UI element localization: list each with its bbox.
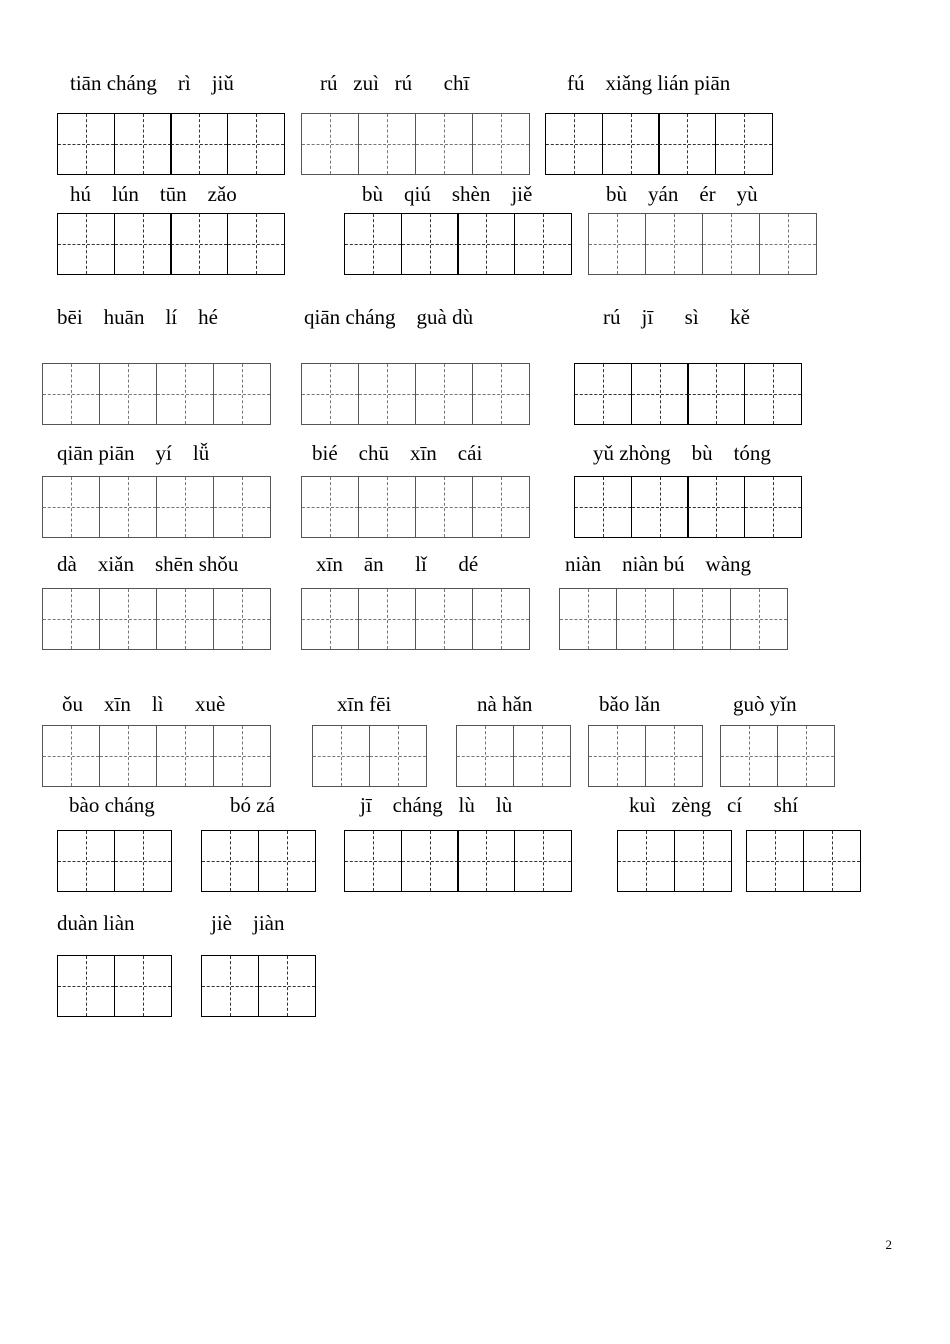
char-cell <box>631 363 689 425</box>
char-cell <box>170 213 228 275</box>
char-box-group <box>301 476 530 538</box>
page-number: 2 <box>885 1237 892 1252</box>
char-cell <box>301 363 359 425</box>
char-cell <box>213 588 271 650</box>
char-cell <box>213 725 271 787</box>
char-cell <box>720 725 778 787</box>
char-box-group <box>42 725 271 787</box>
char-cell <box>369 725 427 787</box>
char-cell <box>99 588 157 650</box>
char-cell <box>514 213 572 275</box>
char-cell <box>687 476 745 538</box>
char-box-group <box>545 113 773 175</box>
char-cell <box>602 113 660 175</box>
char-cell <box>99 476 157 538</box>
char-cell <box>201 955 259 1017</box>
pinyin-label: dà xiǎn shēn shǒu <box>57 552 239 576</box>
char-cell <box>687 363 745 425</box>
char-cell <box>574 476 632 538</box>
char-cell <box>156 725 214 787</box>
char-cell <box>456 725 514 787</box>
char-cell <box>358 588 416 650</box>
char-cell <box>344 213 402 275</box>
char-cell <box>301 476 359 538</box>
char-box-group <box>42 476 271 538</box>
char-cell <box>457 830 515 892</box>
char-cell <box>616 588 674 650</box>
char-cell <box>213 363 271 425</box>
char-box-group <box>301 588 530 650</box>
char-cell <box>57 955 115 1017</box>
pinyin-label: qiān cháng guà dù <box>304 305 474 329</box>
char-cell <box>227 113 285 175</box>
char-cell <box>730 588 788 650</box>
char-box-group <box>57 113 285 175</box>
char-cell <box>588 725 646 787</box>
char-box-group <box>456 725 571 787</box>
char-cell <box>401 213 459 275</box>
pinyin-label: guò yǐn <box>733 692 797 716</box>
char-cell <box>42 363 100 425</box>
char-cell <box>472 476 530 538</box>
pinyin-label: nà hǎn <box>477 692 533 716</box>
pinyin-label: duàn liàn <box>57 911 135 935</box>
pinyin-label: hú lún tūn zǎo <box>70 182 237 206</box>
char-cell <box>99 725 157 787</box>
char-cell <box>301 588 359 650</box>
char-cell <box>358 363 416 425</box>
char-cell <box>645 725 703 787</box>
char-cell <box>114 213 172 275</box>
char-cell <box>617 830 675 892</box>
pinyin-label: tiān cháng rì jiǔ <box>70 71 234 95</box>
pinyin-label: bǎo lǎn <box>599 692 661 716</box>
pinyin-label: xīn ān lǐ dé <box>316 552 479 576</box>
char-cell <box>472 588 530 650</box>
char-box-group <box>588 725 703 787</box>
pinyin-label: jī cháng lù lù <box>360 793 513 817</box>
char-cell <box>545 113 603 175</box>
char-cell <box>803 830 861 892</box>
pinyin-label: fú xiǎng lián piān <box>567 71 731 95</box>
char-cell <box>57 830 115 892</box>
char-cell <box>658 113 716 175</box>
char-cell <box>156 588 214 650</box>
pinyin-label: qiān piān yí lǚ <box>57 441 210 465</box>
char-box-group <box>574 476 802 538</box>
char-cell <box>114 955 172 1017</box>
pinyin-label: bào cháng <box>69 793 155 817</box>
char-box-group <box>301 113 530 175</box>
char-cell <box>574 363 632 425</box>
char-cell <box>42 725 100 787</box>
char-box-group <box>588 213 817 275</box>
char-box-group <box>57 830 172 892</box>
char-box-group <box>42 588 271 650</box>
pinyin-label: rú zuì rú chī <box>320 71 470 95</box>
char-cell <box>301 113 359 175</box>
char-cell <box>746 830 804 892</box>
char-cell <box>358 476 416 538</box>
char-box-group <box>57 955 172 1017</box>
pinyin-label: bēi huān lí hé <box>57 305 218 329</box>
char-cell <box>170 113 228 175</box>
pinyin-label: kuì zèng cí shí <box>629 793 799 817</box>
char-cell <box>213 476 271 538</box>
char-cell <box>415 363 473 425</box>
pinyin-label: ǒu xīn lì xuè <box>62 692 226 716</box>
char-cell <box>588 213 646 275</box>
char-cell <box>559 588 617 650</box>
char-box-group <box>344 830 572 892</box>
char-box-group <box>201 955 316 1017</box>
char-cell <box>312 725 370 787</box>
char-cell <box>744 476 802 538</box>
char-cell <box>156 363 214 425</box>
char-cell <box>702 213 760 275</box>
char-box-group <box>720 725 835 787</box>
char-cell <box>777 725 835 787</box>
char-cell <box>114 830 172 892</box>
char-cell <box>744 363 802 425</box>
char-box-group <box>574 363 802 425</box>
char-box-group <box>746 830 861 892</box>
char-cell <box>258 830 316 892</box>
char-box-group <box>559 588 788 650</box>
char-box-group <box>201 830 316 892</box>
char-cell <box>156 476 214 538</box>
char-cell <box>673 588 731 650</box>
char-box-group <box>617 830 732 892</box>
char-cell <box>513 725 571 787</box>
char-cell <box>99 363 157 425</box>
char-cell <box>645 213 703 275</box>
pinyin-label: bù qiú shèn jiě <box>362 182 533 206</box>
char-cell <box>227 213 285 275</box>
char-cell <box>57 113 115 175</box>
char-cell <box>42 476 100 538</box>
char-cell <box>759 213 817 275</box>
char-box-group <box>312 725 427 787</box>
pinyin-label: bié chū xīn cái <box>312 441 483 465</box>
pinyin-label: niàn niàn bú wàng <box>565 552 752 576</box>
char-box-group <box>57 213 285 275</box>
pinyin-label: bù yán ér yù <box>606 182 758 206</box>
char-cell <box>42 588 100 650</box>
char-box-group <box>301 363 530 425</box>
char-cell <box>674 830 732 892</box>
char-cell <box>472 363 530 425</box>
char-cell <box>57 213 115 275</box>
char-cell <box>631 476 689 538</box>
char-cell <box>258 955 316 1017</box>
char-cell <box>344 830 402 892</box>
char-box-group <box>344 213 572 275</box>
char-cell <box>514 830 572 892</box>
char-cell <box>457 213 515 275</box>
char-cell <box>201 830 259 892</box>
char-cell <box>415 588 473 650</box>
char-cell <box>358 113 416 175</box>
char-cell <box>114 113 172 175</box>
char-cell <box>401 830 459 892</box>
char-cell <box>715 113 773 175</box>
char-box-group <box>42 363 271 425</box>
pinyin-label: yǔ zhòng bù tóng <box>593 441 771 465</box>
char-cell <box>415 476 473 538</box>
pinyin-label: rú jī sì kě <box>603 305 750 329</box>
char-cell <box>472 113 530 175</box>
pinyin-label: jiè jiàn <box>211 911 285 935</box>
pinyin-label: bó zá <box>230 793 275 817</box>
pinyin-label: xīn fēi <box>337 692 392 716</box>
char-cell <box>415 113 473 175</box>
